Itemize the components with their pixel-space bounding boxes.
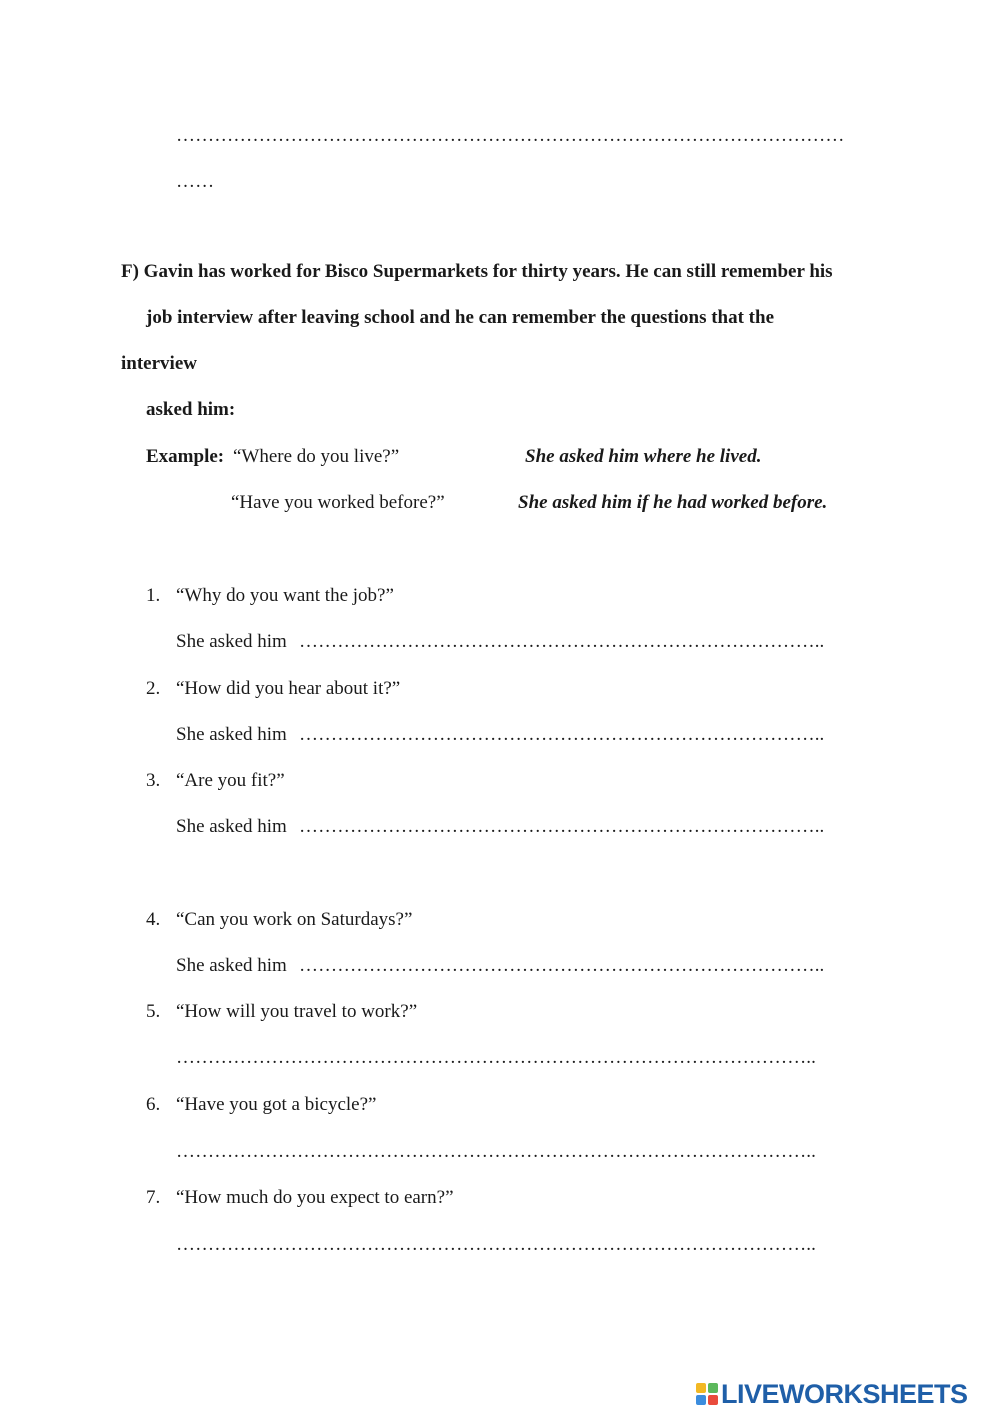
question-7-answer-field[interactable]: ………………………………………………………………………………………..	[176, 1234, 816, 1255]
example-label: Example:	[146, 446, 225, 467]
question-6-number: 6.	[146, 1094, 161, 1115]
question-1-answer-field[interactable]: ………………………………………………………………………..	[299, 631, 825, 652]
top-answer-line-2[interactable]: ……	[176, 171, 215, 192]
question-3-number: 3.	[146, 770, 161, 791]
liveworksheets-logo	[696, 1378, 968, 1410]
question-4-text: “Can you work on Saturdays?”	[176, 909, 413, 930]
question-4-answer-field[interactable]: ………………………………………………………………………..	[299, 955, 825, 976]
section-f-line-3: interview	[121, 353, 197, 374]
question-2-answer-field[interactable]: ………………………………………………………………………..	[299, 724, 825, 745]
question-5-text: “How will you travel to work?”	[176, 1001, 418, 1022]
question-1-prompt: She asked him	[176, 631, 287, 652]
example-answer-2: She asked him if he had worked before.	[518, 492, 828, 513]
question-4-prompt: She asked him	[176, 955, 287, 976]
question-2-text: “How did you hear about it?”	[176, 678, 401, 699]
question-1-number: 1.	[146, 585, 161, 606]
example-question-1: “Where do you live?”	[233, 446, 400, 467]
section-f-line-1: F) Gavin has worked for Bisco Supermarkets for thirty years. He can still remember his	[121, 261, 833, 282]
question-2-number: 2.	[146, 678, 161, 699]
example-answer-1: She asked him where he lived.	[525, 446, 762, 467]
question-3-prompt: She asked him	[176, 816, 287, 837]
question-6-answer-field[interactable]: ………………………………………………………………………………………..	[176, 1141, 816, 1162]
question-7-number: 7.	[146, 1187, 161, 1208]
question-7-text: “How much do you expect to earn?”	[176, 1187, 454, 1208]
question-5-answer-field[interactable]: ………………………………………………………………………………………..	[176, 1047, 816, 1068]
question-1-text: “Why do you want the job?”	[176, 585, 394, 606]
question-6-text: “Have you got a bicycle?”	[176, 1094, 377, 1115]
section-f-line-2: job interview after leaving school and he can remember the questions that the	[146, 307, 775, 328]
liveworksheets-logo-icon	[696, 1383, 718, 1405]
liveworksheets-logo-text: LIVEWORKSHEETS	[721, 1378, 968, 1409]
question-5-number: 5.	[146, 1001, 161, 1022]
question-4-number: 4.	[146, 909, 161, 930]
section-f-line-4: asked him:	[146, 399, 236, 420]
question-2-prompt: She asked him	[176, 724, 287, 745]
example-question-2: “Have you worked before?”	[231, 492, 445, 513]
question-3-answer-field[interactable]: ………………………………………………………………………..	[299, 816, 825, 837]
top-answer-line-1[interactable]: ……………………………………………………………………………………………	[176, 125, 845, 146]
question-3-text: “Are you fit?”	[176, 770, 285, 791]
